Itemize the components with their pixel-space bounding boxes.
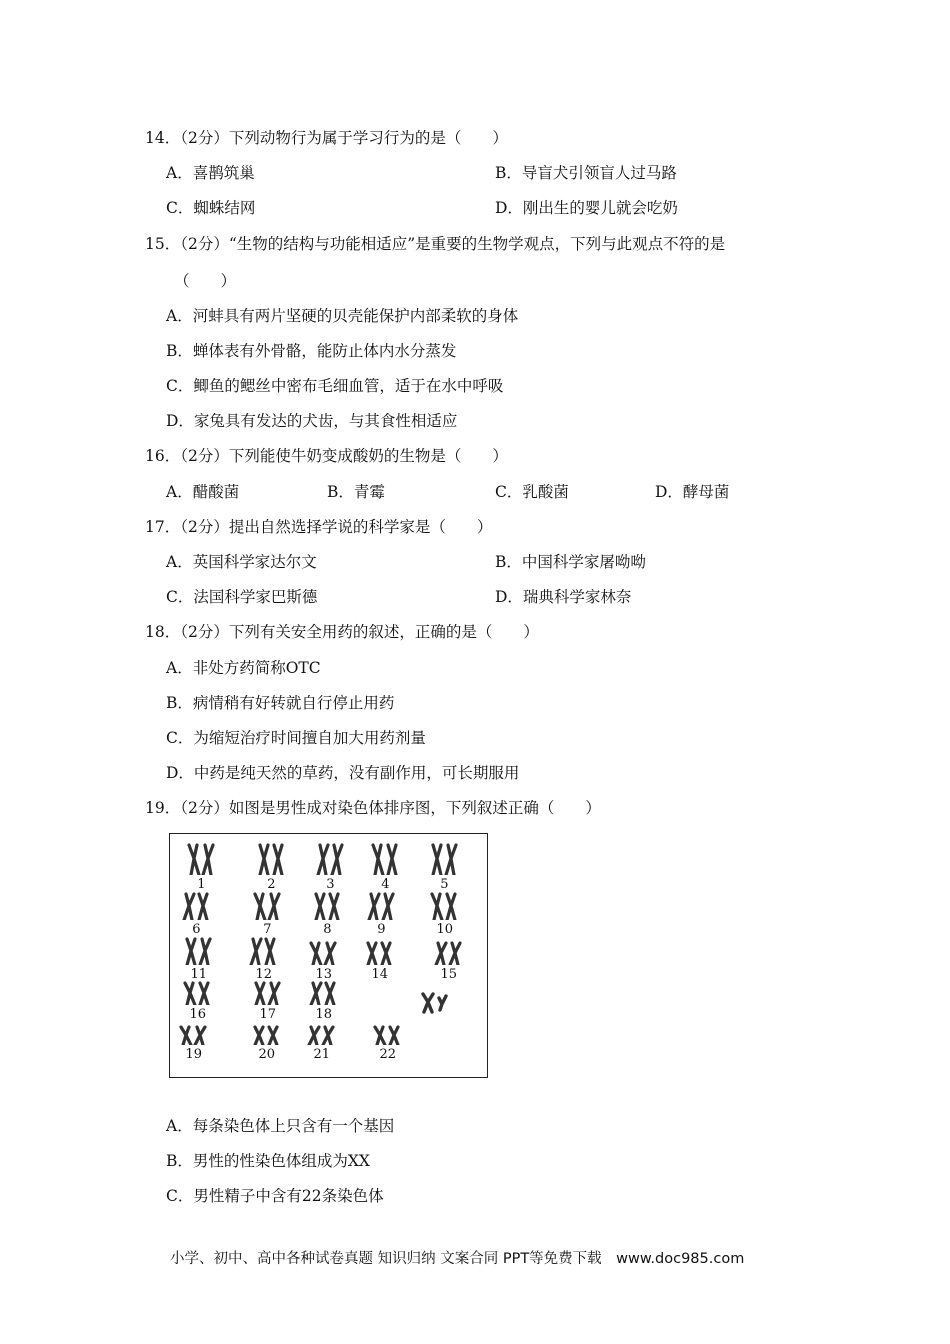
- chromosome-label: 19: [185, 1047, 203, 1062]
- chromosome-pair-6: [179, 886, 213, 920]
- chromosome-label: 8: [323, 922, 332, 937]
- q18-option-b: B．病情稍有好转就自行停止用药: [166, 694, 395, 712]
- chromosome-pair-17: [250, 971, 284, 1005]
- chromosome-label: 15: [440, 967, 458, 982]
- q16-option-a: A．醋酸菌: [166, 483, 240, 501]
- q14-option-d: D．刚出生的婴儿就会吃奶: [495, 199, 678, 217]
- chromosome-pair-12: [246, 931, 280, 965]
- q15-option-b: B．蝉体表有外骨骼，能防止体内水分蒸发: [166, 342, 457, 360]
- chromosome-label: 11: [190, 967, 208, 982]
- chromosome-label: 20: [258, 1047, 276, 1062]
- chromosome-pair-20: [249, 1011, 283, 1045]
- chromosome-label: 1: [197, 877, 206, 892]
- chromosome-pair-3: [313, 841, 347, 875]
- q16-option-c: C．乳酸菌: [495, 483, 569, 501]
- chromosome-pair-1: [184, 841, 218, 875]
- q18-option-d: D．中药是纯天然的草药，没有副作用，可长期服用: [166, 764, 520, 782]
- chromosome-label: 17: [259, 1007, 277, 1022]
- chromosome-label: 4: [381, 877, 390, 892]
- q19-option-c: C．男性精子中含有22条染色体: [166, 1187, 384, 1205]
- chromosome-pair-10: [427, 886, 461, 920]
- q17-option-b: B．中国科学家屠呦呦: [495, 553, 646, 571]
- q15-option-a: A．河蚌具有两片坚硬的贝壳能保护内部柔软的身体: [166, 307, 519, 325]
- chromosome-label: 10: [436, 922, 454, 937]
- chromosome-label: 5: [440, 877, 449, 892]
- q19-option-b: B．男性的性染色体组成为XX: [166, 1152, 370, 1170]
- chromosome-pair-14: [362, 931, 396, 965]
- q17-option-c: C．法国科学家巴斯德: [166, 588, 318, 606]
- chromosome-label: 14: [371, 967, 389, 982]
- chromosome-pair-2: [254, 841, 288, 875]
- q15-option-c: C．鲫鱼的鳃丝中密布毛细血管，适于在水中呼吸: [166, 377, 504, 395]
- chromosome-pair-15: [431, 931, 465, 965]
- q14-option-c: C．蜘蛛结网: [166, 199, 256, 217]
- q17-stem: 17．（2分）提出自然选择学说的科学家是（ ）: [145, 518, 493, 536]
- chromosome-pair-18: [306, 971, 340, 1005]
- chromosome-pair-19: [176, 1011, 210, 1045]
- chromosome-label: 16: [189, 1007, 207, 1022]
- chromosome-pair-22: [370, 1011, 404, 1045]
- chromosome-label: 21: [313, 1047, 331, 1062]
- q15-stem-continuation: （ ）: [174, 272, 237, 290]
- q17-option-d: D．瑞典科学家林奈: [495, 588, 632, 606]
- chromosome-pair-9: [364, 886, 398, 920]
- q16-option-b: B．青霉: [327, 483, 385, 501]
- chromosome-label: 12: [255, 967, 273, 982]
- chromosome-pair-16: [180, 971, 214, 1005]
- q15-option-d: D．家兔具有发达的犬齿，与其食性相适应: [166, 412, 458, 430]
- q14-option-b: B．导盲犬引领盲人过马路: [495, 164, 677, 182]
- q19-stem: 19．（2分）如图是男性成对染色体排序图，下列叙述正确（ ）: [145, 799, 601, 817]
- chromosome-pair-7: [250, 886, 284, 920]
- chromosome-label: 7: [263, 922, 272, 937]
- chromosome-pair-8: [310, 886, 344, 920]
- karyotype-figure: [169, 833, 488, 1078]
- chromosome-label: 2: [267, 877, 276, 892]
- q18-option-c: C．为缩短治疗时间擅自加大用药剂量: [166, 729, 426, 747]
- q16-stem: 16．（2分）下列能使牛奶变成酸奶的生物是（ ）: [145, 447, 508, 465]
- chromosome-label: 6: [192, 922, 201, 937]
- footer-banner: 小学、初中、高中各种试卷真题 知识归纳 文案合同 PPT等免费下载 www.doc985.com: [170, 1251, 745, 1267]
- q16-option-d: D．酵母菌: [655, 483, 730, 501]
- chromosome-pair-5: [427, 841, 461, 875]
- chromosome-pair-21: [304, 1011, 338, 1045]
- chromosome-label: 22: [379, 1047, 397, 1062]
- sex-chromosome-pair: [420, 990, 450, 1016]
- q18-option-a: A．非处方药简称OTC: [166, 659, 321, 677]
- q19-option-a: A．每条染色体上只含有一个基因: [166, 1117, 395, 1135]
- q18-stem: 18．（2分）下列有关安全用药的叙述，正确的是（ ）: [145, 623, 539, 641]
- chromosome-label: 9: [377, 922, 386, 937]
- q14-option-a: A．喜鹊筑巢: [166, 164, 255, 182]
- chromosome-label: 3: [326, 877, 335, 892]
- chromosome-label: 18: [315, 1007, 333, 1022]
- chromosome-pair-13: [306, 931, 340, 965]
- chromosome-label: 13: [315, 967, 333, 982]
- q17-option-a: A．英国科学家达尔文: [166, 553, 317, 571]
- chromosome-pair-4: [368, 841, 402, 875]
- q15-stem: 15．（2分）“生物的结构与功能相适应”是重要的生物学观点，下列与此观点不符的是: [145, 235, 726, 253]
- q14-stem: 14．（2分）下列动物行为属于学习行为的是（ ）: [145, 129, 508, 147]
- chromosome-pair-11: [181, 931, 215, 965]
